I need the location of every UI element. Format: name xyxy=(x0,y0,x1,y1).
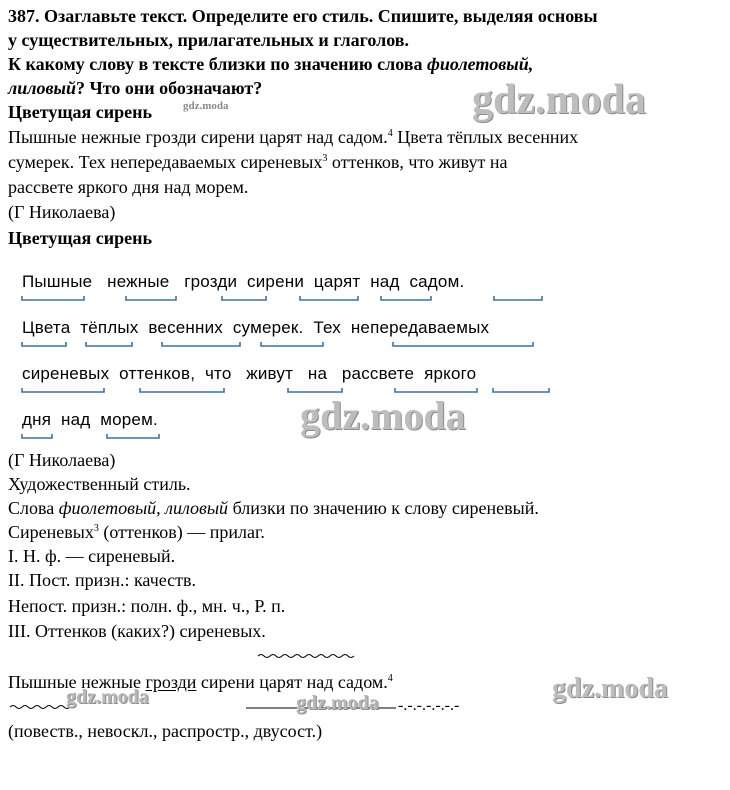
morph-step-3: Непост. призн.: полн. ф., мн. ч., Р. п. xyxy=(8,596,286,616)
word: сирени xyxy=(247,272,305,291)
word: что xyxy=(204,364,232,383)
watermark-top: gdz.moda xyxy=(472,77,646,123)
analysis-row-3 xyxy=(22,364,476,384)
word: царят xyxy=(313,272,361,291)
dash-dot-marks: -.-.-.-.-.-.- xyxy=(398,697,460,714)
word: яркого xyxy=(424,364,477,383)
answer-words: Слова фиолетовый, лиловый близки по значению к слову сиреневый. xyxy=(8,498,539,518)
morph-step-2: II. Пост. призн.: качеств. xyxy=(8,570,197,590)
text-line-2: сумерек. Тех непередаваемых сиреневых$^3$ оттенков, что живут на xyxy=(8,152,508,172)
morph-header: Сиреневых$^3$ (оттенков) — прилаг. xyxy=(8,522,265,542)
word: нежные xyxy=(107,272,170,291)
word: сумерек. xyxy=(232,318,304,337)
watermark-bottom-right: gdz.moda xyxy=(552,673,668,704)
task-line-2: у существительных, прилагательных и глаголов. xyxy=(8,30,409,50)
word: весенних xyxy=(148,318,223,337)
text-title: Цветущая сирень xyxy=(8,102,152,122)
word: грозди xyxy=(184,272,238,291)
subject-underlined: грозди xyxy=(145,672,197,692)
sentence-characteristic: (повеств., невоскл., распростр., двусост.) xyxy=(8,721,323,741)
word: Пышные xyxy=(22,272,93,291)
analysis-row-4 xyxy=(22,410,158,430)
text-line-3: рассвете яркого дня над морем. xyxy=(8,177,249,197)
watermark-bottom-center: gdz.moda xyxy=(296,692,379,714)
word: сиреневых xyxy=(22,364,110,383)
word: на xyxy=(307,364,328,383)
word: Тех xyxy=(313,318,341,337)
morph-step-1: I. Н. ф. — сиреневый. xyxy=(8,546,176,566)
word: Цвета xyxy=(22,318,71,337)
word: рассвете xyxy=(341,364,415,383)
watermark-middle: gdz.moda xyxy=(300,393,466,438)
morph-step-4: III. Оттенков (каких?) сиреневых. xyxy=(8,621,266,641)
watermark-bottom-left: gdz.moda xyxy=(66,686,149,708)
answer-style: Художественный стиль. xyxy=(8,474,191,494)
task-line-3: К какому слову в тексте близки по значению слова фиолетовый, xyxy=(8,54,534,74)
word: живут xyxy=(246,364,294,383)
task-line-1: 387. Озаглавьте текст. Определите его стиль. Спишите, выделяя основы xyxy=(8,6,598,26)
answer-author: (Г Николаева) xyxy=(8,450,116,470)
text-line-1: Пышные нежные грозди сирени царят над садом.$^4$ Цвета тёплых весенних xyxy=(8,127,579,147)
analysis-row-2 xyxy=(22,318,489,338)
word: морем. xyxy=(100,410,158,429)
task-line-4: лиловый? Что они обозначают? xyxy=(8,78,263,98)
analysis-row-1 xyxy=(22,272,464,292)
word: над xyxy=(60,410,91,429)
word: над xyxy=(370,272,400,291)
watermark-small: gdz.moda xyxy=(183,100,229,112)
word: садом. xyxy=(409,272,465,291)
word: дня xyxy=(22,410,52,429)
syntax-sentence: Пышные нежные грозди сирени царят над садом.$^4$ xyxy=(8,672,393,692)
analysis-title: Цветущая сирень xyxy=(8,228,152,248)
word: тёплых xyxy=(80,318,139,337)
word: оттенков, xyxy=(119,364,196,383)
text-author: (Г Николаева) xyxy=(8,202,116,222)
word: непередаваемых xyxy=(350,318,490,337)
